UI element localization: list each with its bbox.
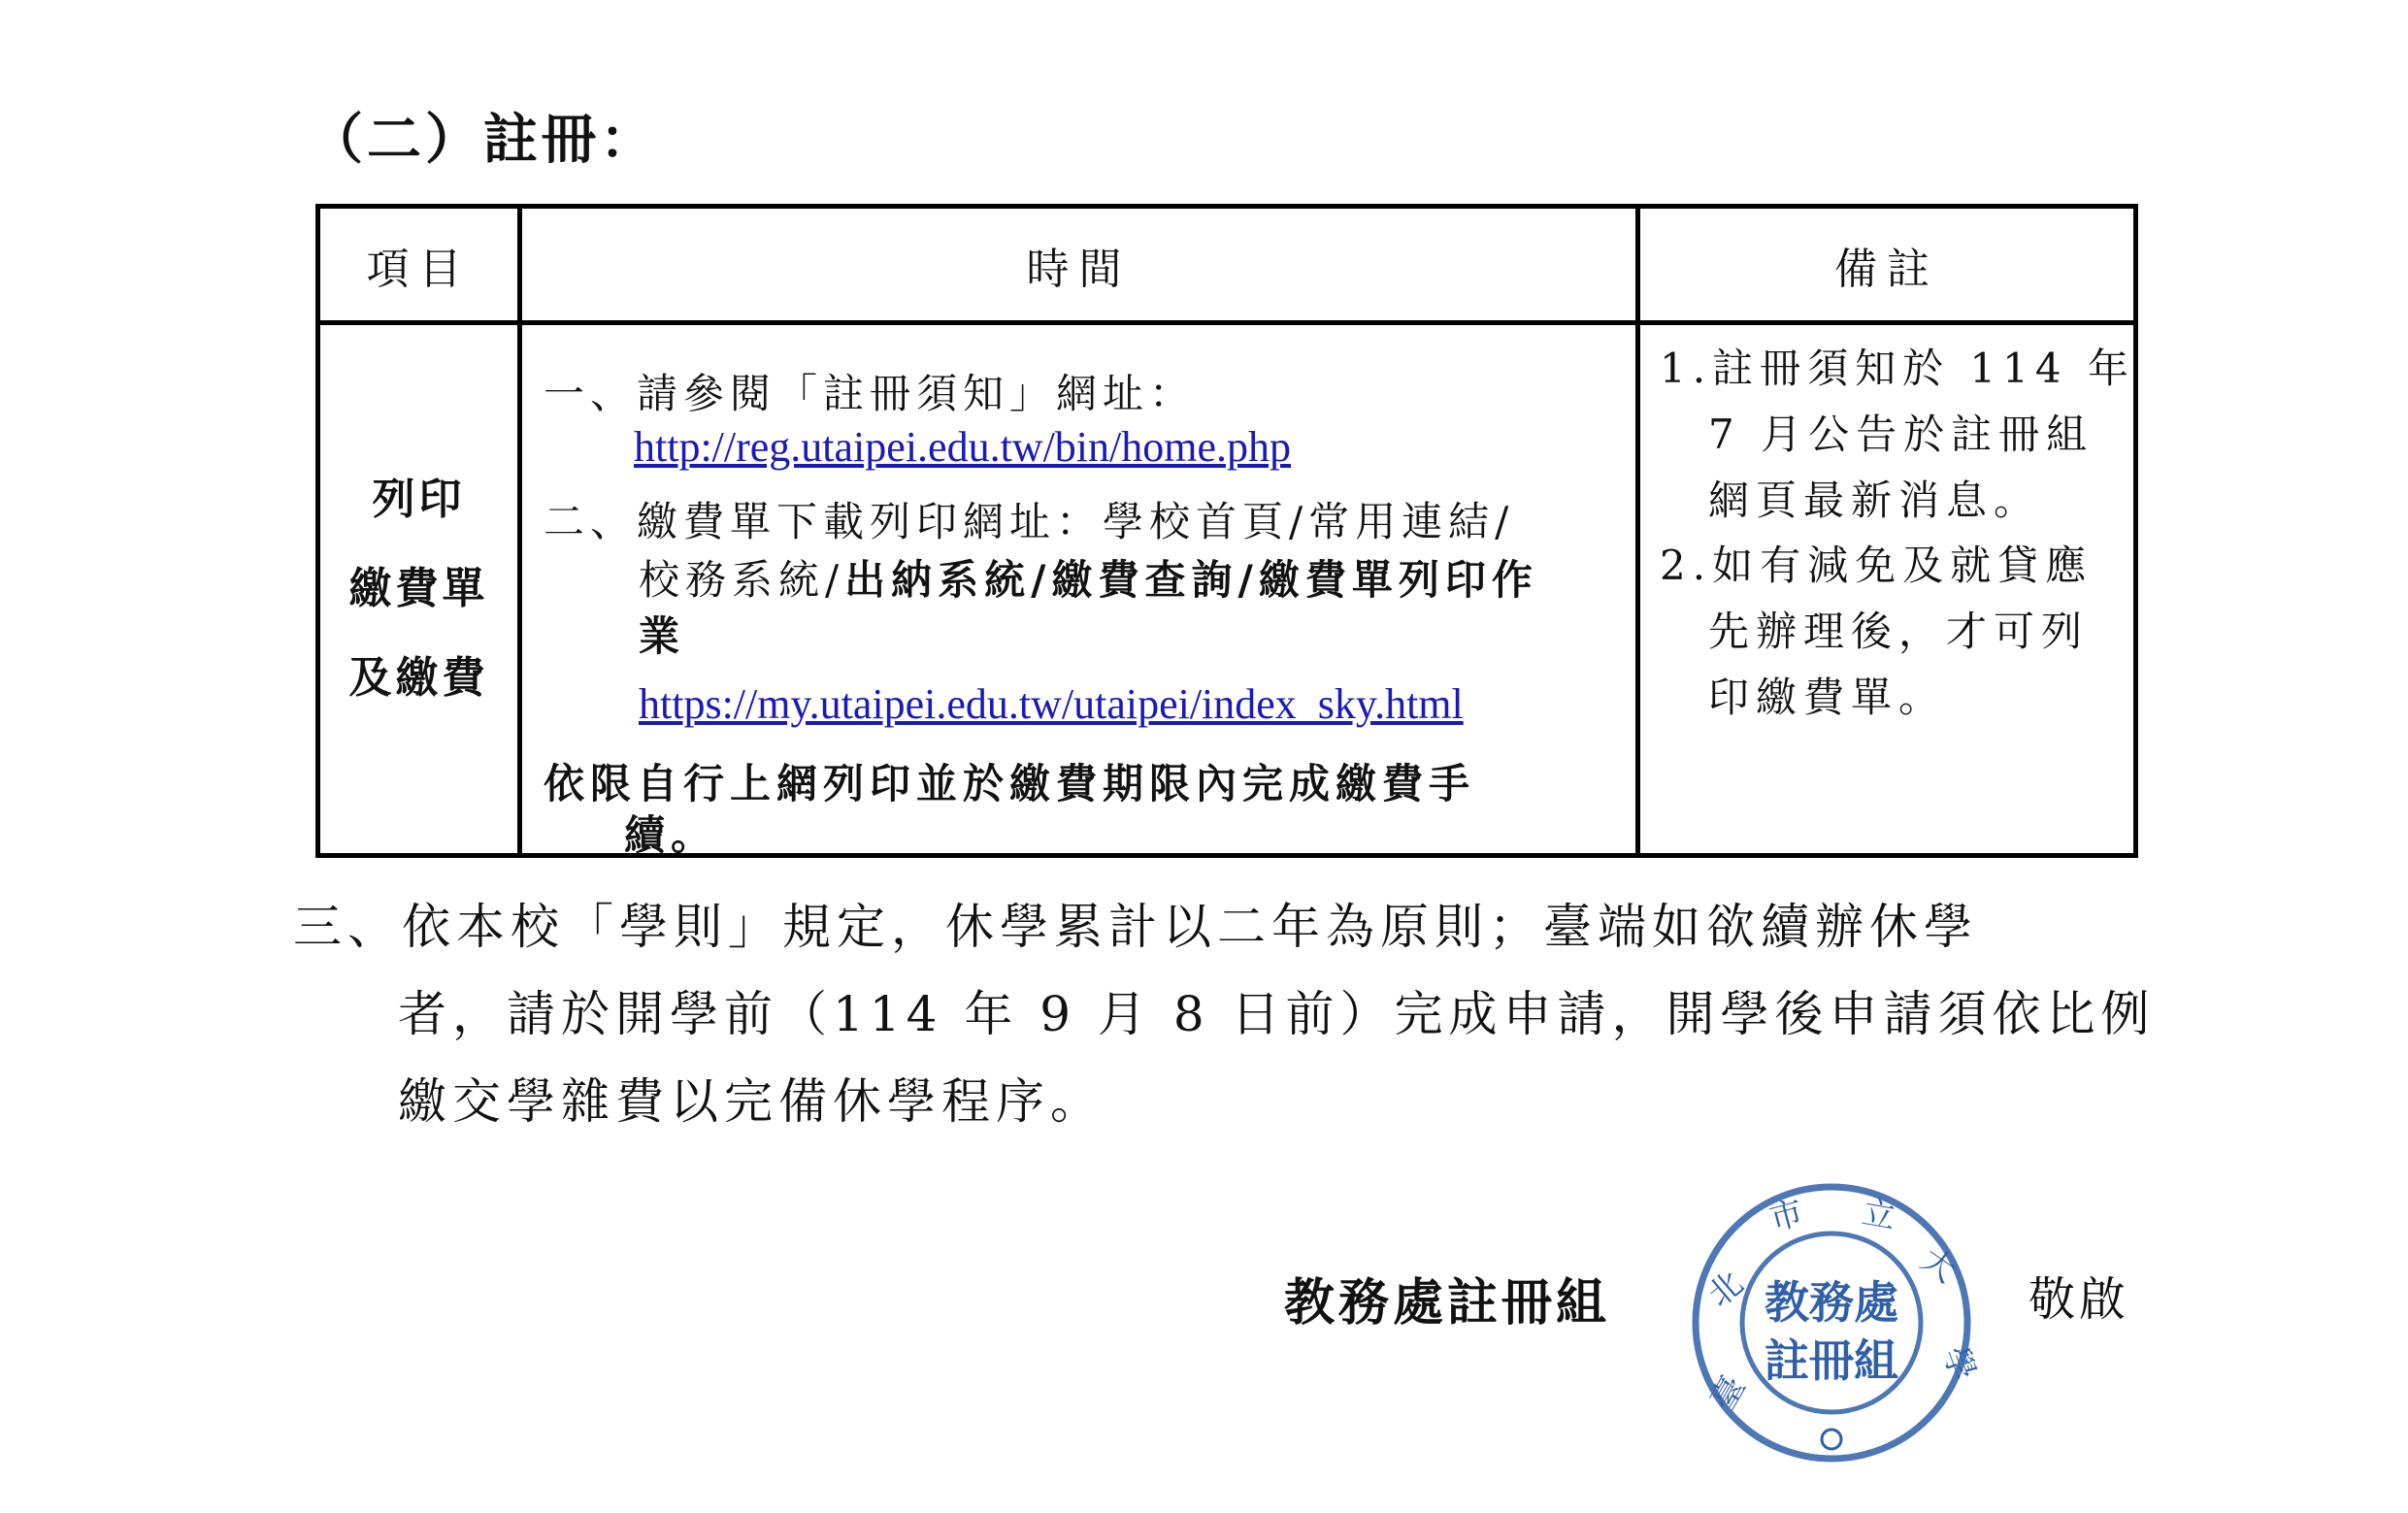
- table-header-row: [318, 207, 2136, 323]
- time-cell: [520, 323, 1638, 859]
- item-line: 繳費單: [348, 564, 489, 613]
- note-line: 2.如有減免及就貸應: [1660, 542, 2094, 589]
- svg-text:註冊組: 註冊組: [1765, 1334, 1898, 1387]
- registration-notice-link[interactable]: http://reg.utaipei.edu.tw/bin/home.php: [634, 423, 1291, 471]
- svg-text:教務處: 教務處: [1765, 1276, 1898, 1329]
- payment-system-link[interactable]: https://my.utaipei.edu.tw/utaipei/index_sky.html: [639, 680, 1464, 728]
- svg-text:學: 學: [1934, 1341, 1983, 1387]
- paragraph-line-1: 三、依本校「學則」規定，休學累計以二年為原則；臺端如欲續辦休學: [293, 899, 1978, 955]
- time-line-5: 依限自行上網列印並於繳費期限內完成繳費手: [544, 760, 1476, 807]
- time-line-3-bold: 出納系統/繳費查詢/繳費單列印作: [844, 556, 1538, 604]
- svg-text:市: 市: [1765, 1193, 1808, 1239]
- official-seal-stamp: [1671, 1163, 1992, 1483]
- note-line: 7 月公告於註冊組: [1708, 411, 2095, 458]
- time-link-2-wrap: [639, 679, 1464, 729]
- registration-table: [315, 204, 2138, 858]
- time-link-1-wrap: [634, 422, 1291, 472]
- time-line-3: [639, 548, 1538, 607]
- item-line: 及繳費: [348, 653, 489, 703]
- svg-text:大: 大: [1913, 1239, 1963, 1291]
- svg-text:臺: 臺: [1703, 1369, 1754, 1418]
- item-cell: [318, 323, 520, 856]
- time-line-2: 二、繳費單下載列印網址：學校首頁/常用連結/: [544, 498, 1515, 545]
- note-line: 1.註冊須知於 114 年: [1660, 345, 2135, 392]
- time-line-1: 一、請參閱「註冊須知」網址：: [544, 370, 1197, 417]
- table-row: [318, 323, 2136, 856]
- paragraph-line-2: 者，請於開學前（114 年 9 月 8 日前）完成申請，開學後申請須依比例: [398, 986, 2156, 1042]
- note-line: 印繳費單。: [1708, 674, 1947, 721]
- note-line: 網頁最新消息。: [1708, 477, 2042, 524]
- svg-text:北: 北: [1700, 1264, 1751, 1315]
- section-heading: （二）註冊：: [309, 109, 658, 172]
- paragraph-line-3: 繳交學雜費以完備休學程序。: [398, 1073, 1105, 1130]
- header-time: 時間: [520, 207, 1638, 323]
- header-item: 項目: [318, 207, 520, 323]
- time-line-6: 續。: [624, 811, 718, 859]
- notes-cell: [1638, 323, 2136, 856]
- signature-department: 教務處註冊組: [1284, 1274, 1611, 1332]
- time-line-4: 業: [639, 612, 686, 660]
- closing-salutation: 敬啟: [2029, 1272, 2130, 1327]
- item-line: 列印: [372, 475, 466, 524]
- header-notes: 備註: [1638, 207, 2136, 323]
- svg-text:立: 立: [1859, 1193, 1898, 1237]
- note-line: 先辦理後，才可列: [1708, 608, 2090, 655]
- time-line-3-plain: 校務系統/: [639, 556, 845, 604]
